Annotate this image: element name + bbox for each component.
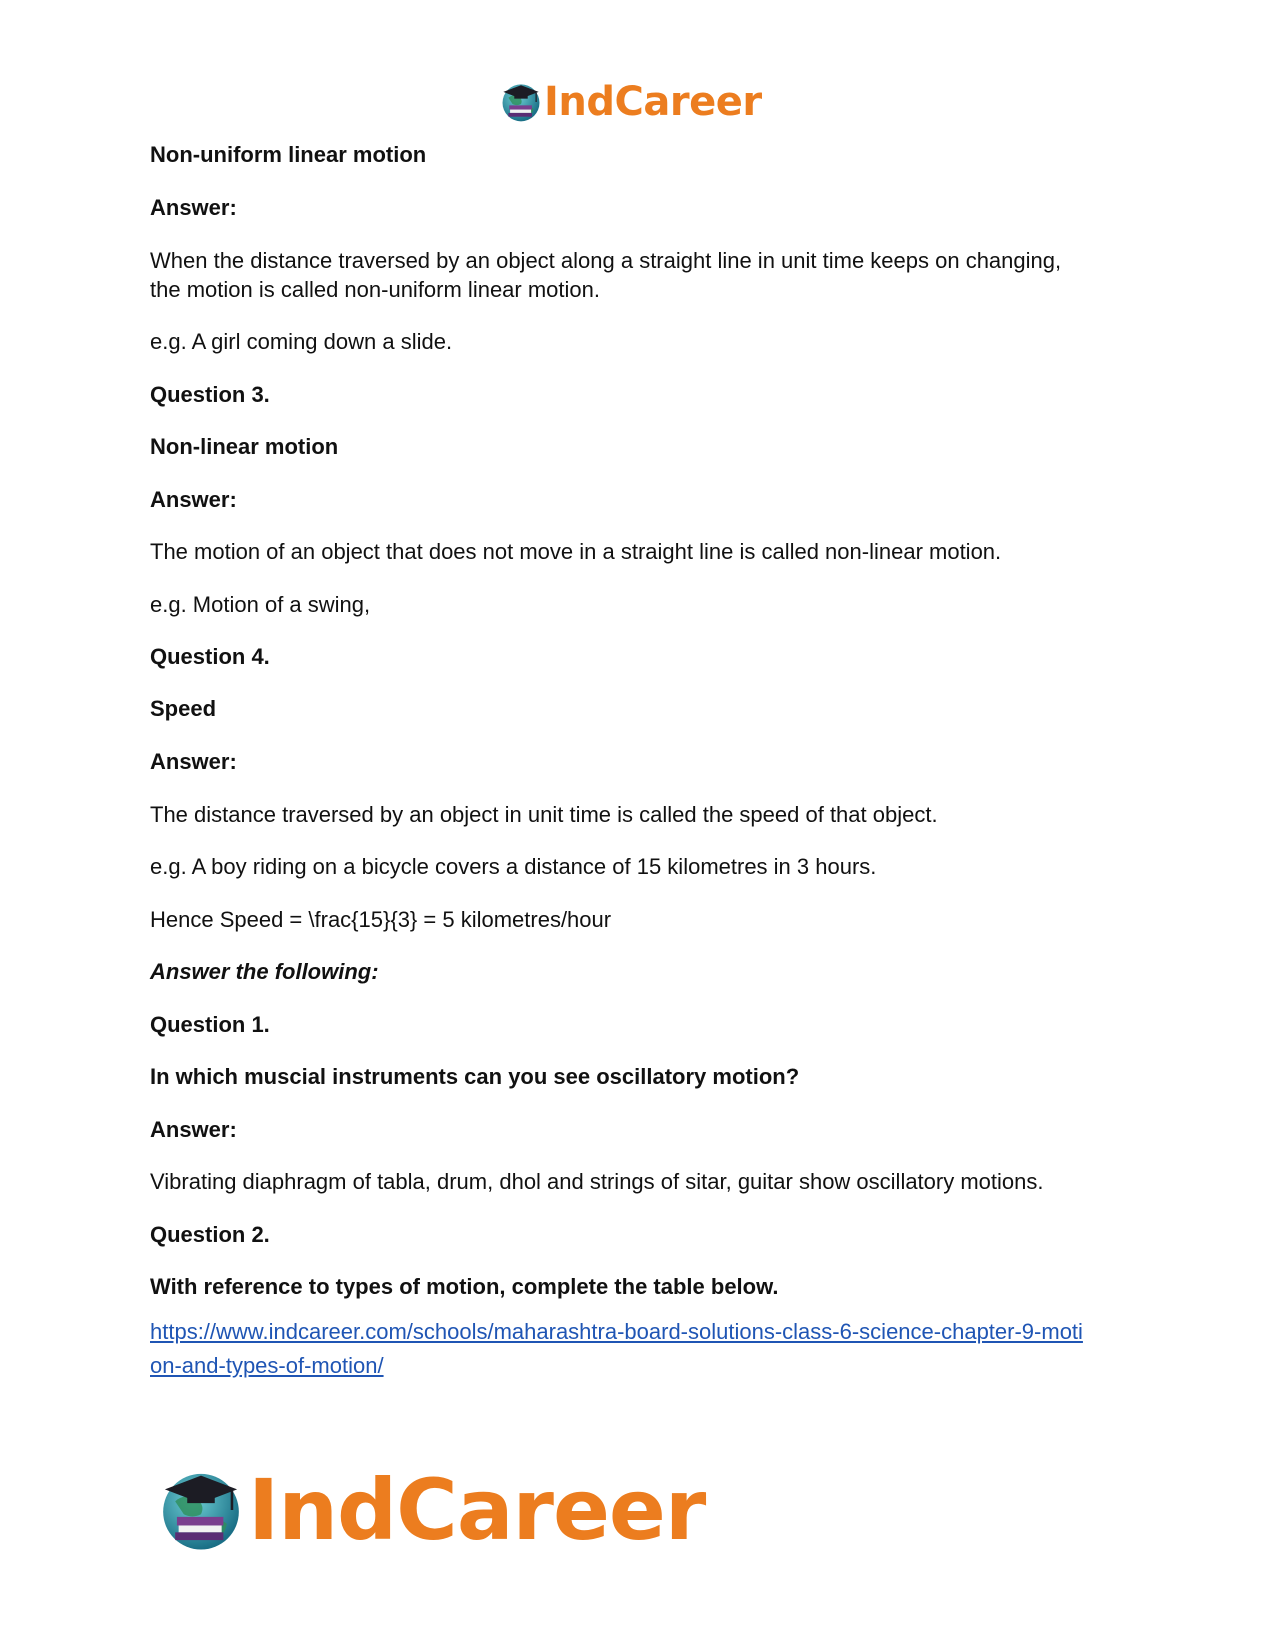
globe-graduation-cap-icon [158,1467,244,1553]
paragraph-line: The distance traversed by an object in unit time is called the speed of that object. [150,802,938,827]
answer-label: Answer: [150,749,237,774]
source-link-line-2[interactable]: on-and-types-of-motion/ [150,1353,384,1378]
section-heading-answer-the-following: Answer the following: [150,959,379,984]
example-line: e.g. A boy riding on a bicycle covers a distance of 15 kilometres in 3 hours. [150,854,877,879]
paragraph-line: Vibrating diaphragm of tabla, drum, dhol and strings of sitar, guitar show oscillatory motions. [150,1169,1044,1194]
example-line: e.g. Motion of a swing, [150,592,371,617]
footer-logo [158,1462,705,1558]
header-logo-text: IndCareer [544,79,762,125]
paragraph-line: the motion is called non-uniform linear motion. [150,277,601,302]
footer-logo-text: IndCareer [248,1461,706,1559]
source-link-line-1[interactable]: https://www.indcareer.com/schools/maharashtra-board-solutions-class-6-science-chapter-9-moti [150,1319,1083,1344]
question-label: Question 4. [150,644,270,669]
paragraph-line: The motion of an object that does not move in a straight line is called non-linear motion. [150,539,1002,564]
question-label: Question 3. [150,382,270,407]
question-text: With reference to types of motion, complete the table below. [150,1274,779,1299]
example-line: e.g. A girl coming down a slide. [150,329,453,354]
answer-label: Answer: [150,195,237,220]
header-logo [500,78,762,126]
question-label: Question 2. [150,1222,270,1247]
heading-speed: Speed [150,696,217,721]
question-text: In which muscial instruments can you see oscillatory motion? [150,1064,800,1089]
question-label: Question 1. [150,1012,270,1037]
heading-non-uniform-linear-motion: Non-uniform linear motion [150,142,427,167]
answer-label: Answer: [150,487,237,512]
answer-label: Answer: [150,1117,237,1142]
formula-line: Hence Speed = \frac{15}{3} = 5 kilometres/hour [150,907,612,932]
heading-non-linear-motion: Non-linear motion [150,434,339,459]
paragraph-line: When the distance traversed by an object along a straight line in unit time keeps on changing, [150,248,1062,273]
globe-graduation-cap-icon [500,81,542,123]
